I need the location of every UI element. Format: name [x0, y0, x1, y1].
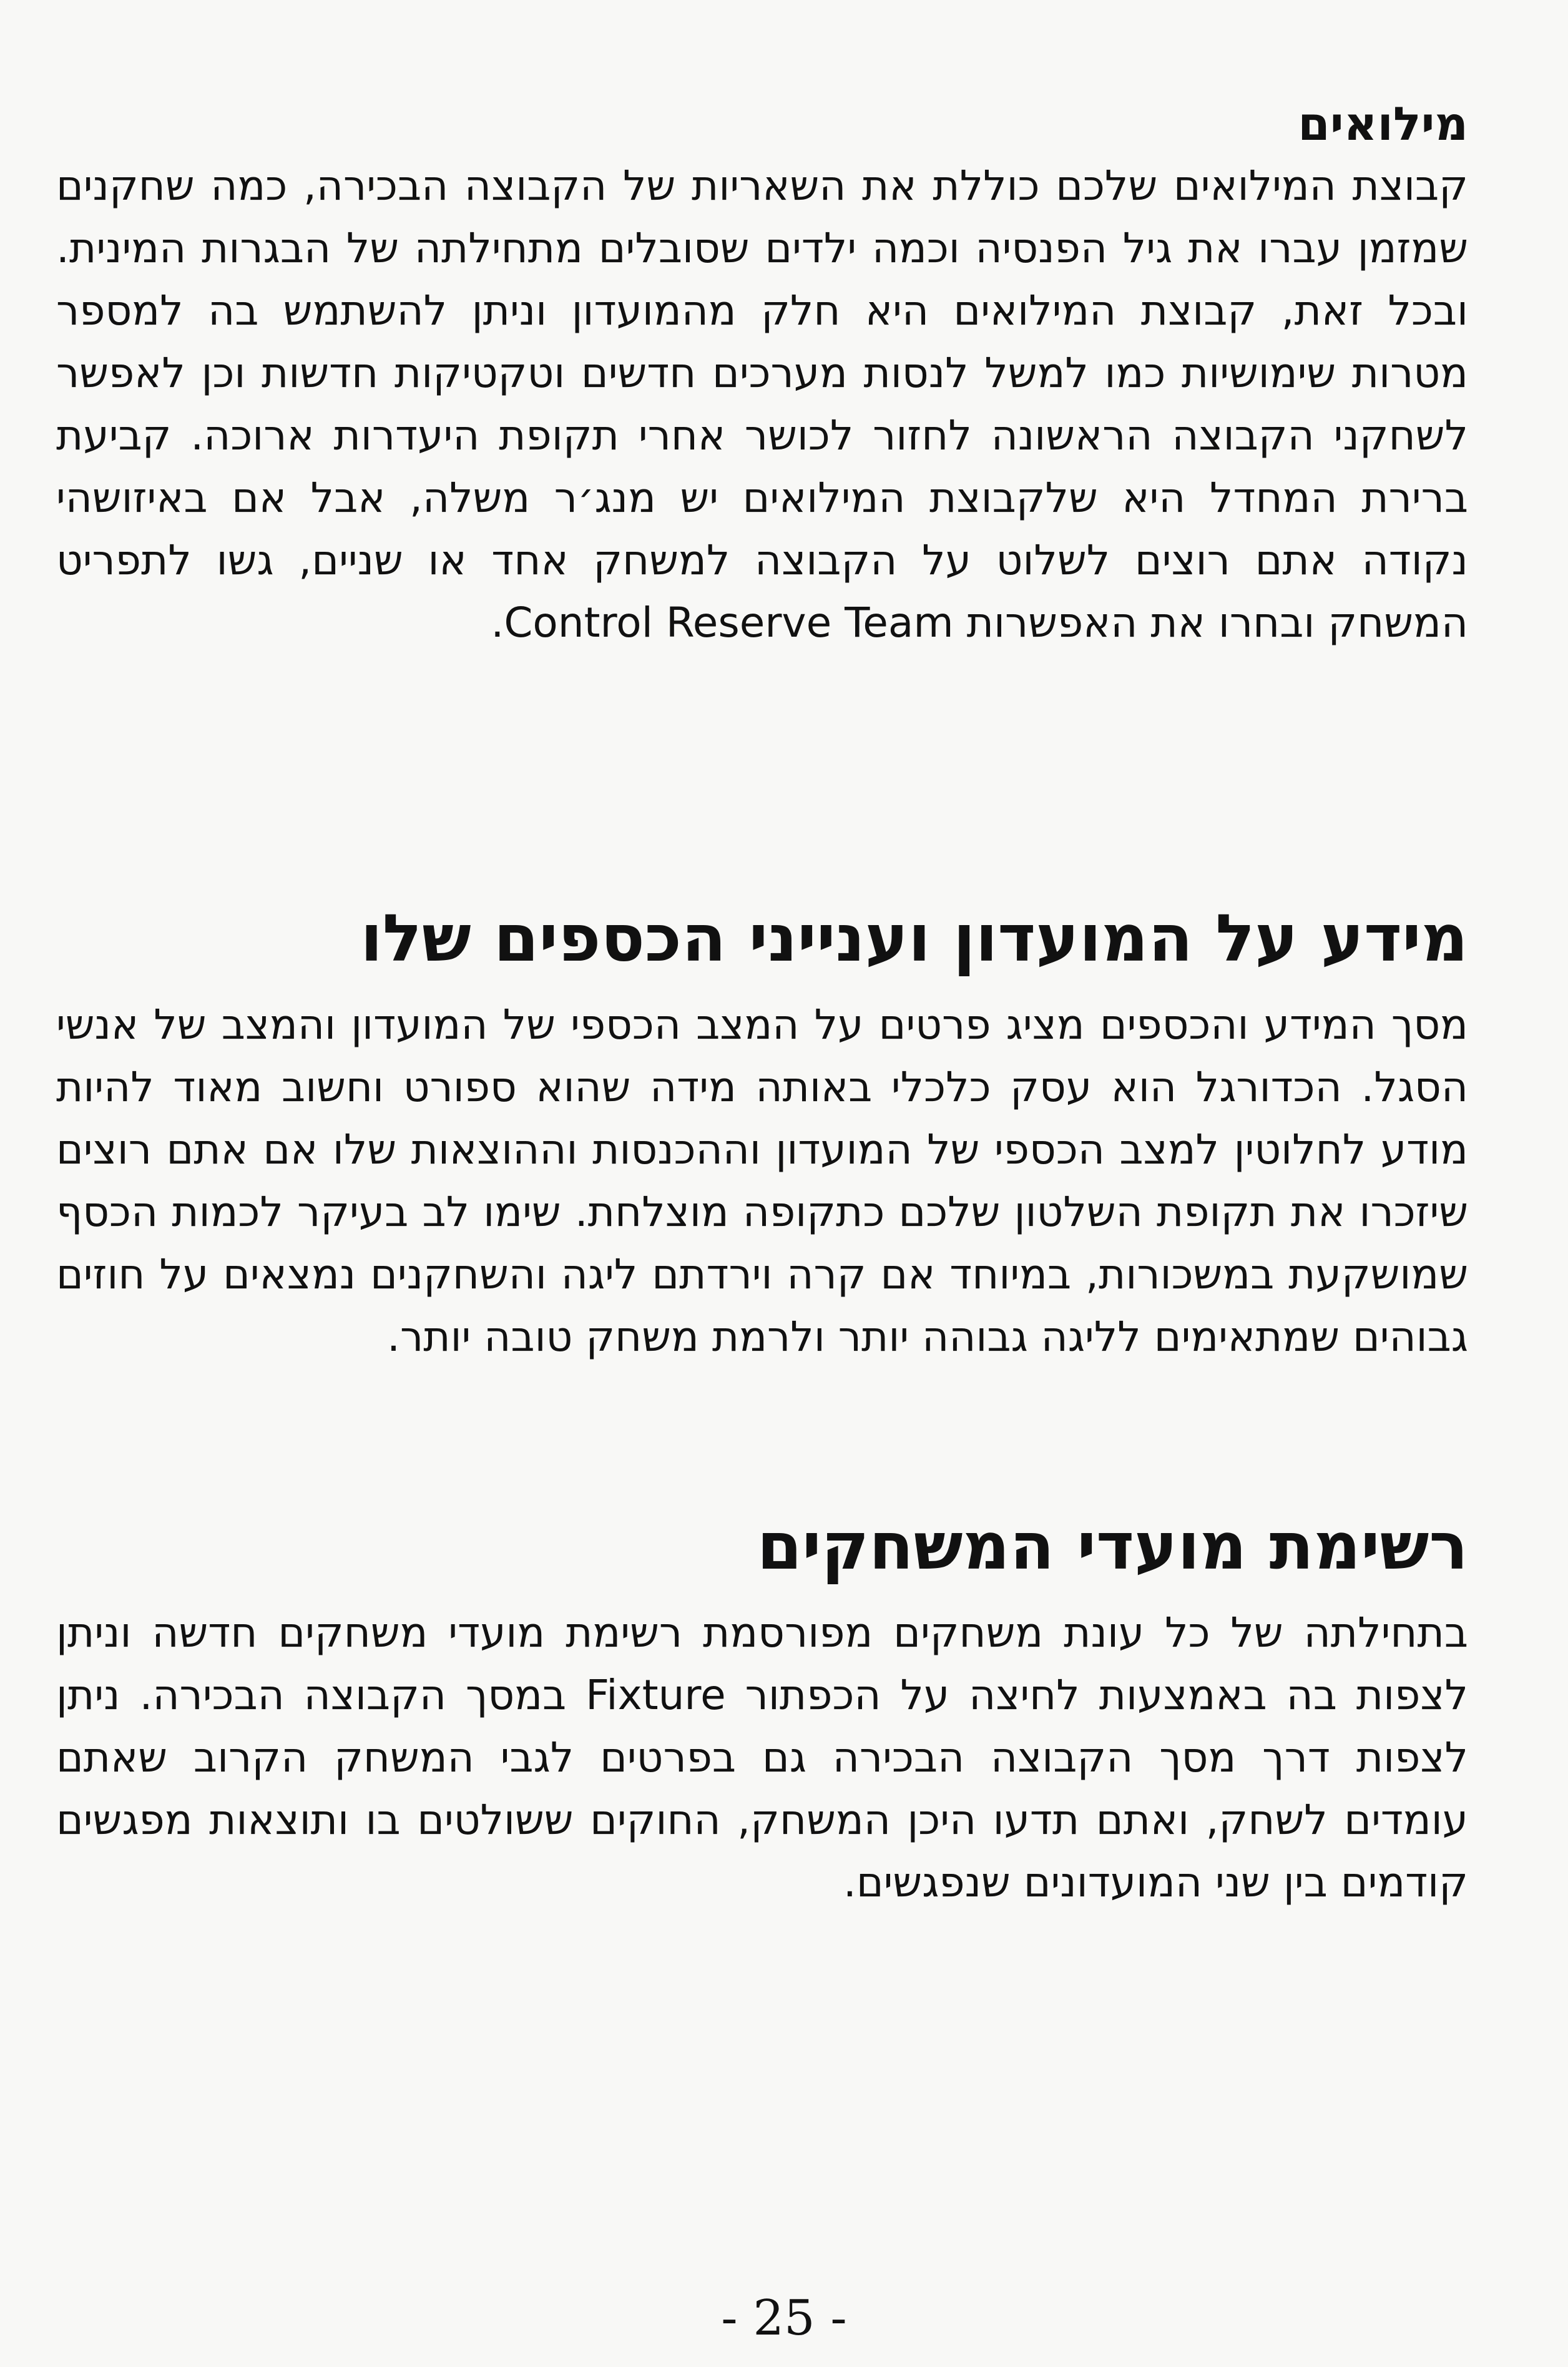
section-paragraph: קבוצת המילואים שלכם כוללת את השאריות של הקבוצה הבכירה, כמה שחקנים שמזמן עברו את גיל הפנסיה וכמה ילדים שסובלים מתחילתה של הבגרות המינית. ובכל זאת, קבוצת המילואים היא חלק מהמועדון וניתן להשתמש בה למספר מטרות שימושיות כמו למשל לנסות מערכים חדשים וטקטיקות חדשות וכן לאפשר לשחקני הקבוצה הראשונה לחזור לכושר אחרי תקופת היעדרות ארוכה. קביעת ברירת המחדל היא שלקבוצת המילואים יש מנג׳ר משלה, אבל אם באיזושהי נקודה אתם רוצים לשלוט על הקבוצה למשחק אחד או שניים, גשו לתפריט המשחק ובחרו את האפשרות Control Reserve Team. [56, 162, 1468, 647]
section-heading: מידע על המועדון וענייני הכספים שלו [360, 900, 1468, 976]
section-club-info-finances [56, 891, 1468, 1368]
section-spacer [56, 654, 1468, 891]
section-paragraph: מסך המידע והכספים מציג פרטים על המצב הכספי של המועדון והמצב של אנשי הסגל. הכדורגל הוא עסק כלכלי באותה מידה שהוא ספורט וחשוב מאוד להיות מודע לחלוטין למצב הכספי של המועדון וההכנסות וההוצאות שלו אם אתם רוצים שיזכרו את תקופת השלטון שלכם כתקופה מוצלחת. שימו לב בעיקר לכמות הכסף שמושקעת במשכורות, במיוחד אם קרה וירדתם ליגה והשחקנים נמצאים על חוזים גבוהים שמתאימים לליגה גבוהה יותר ולרמת משחק טובה יותר. [56, 1001, 1468, 1361]
section-heading: רשימת מועדי המשחקים [757, 1508, 1468, 1584]
section-fixtures [56, 1499, 1468, 1914]
section-heading: מילואים [1298, 97, 1468, 151]
section-paragraph: בתחילתה של כל עונת משחקים מפורסמת רשימת מועדי משחקים חדשה וניתן לצפות בה באמצעות לחיצה על הכפתור Fixture במסך הקבוצה הבכירה. ניתן לצפות דרך מסך הקבוצה הבכירה גם בפרטים לגבי המשחק הקרוב שאתם עומדים לשחק, ואתם תדעו היכן המשחק, החוקים ששולטים בו ותוצאות מפגשים קודמים בין שני המועדונים שנפגשים. [56, 1609, 1469, 1906]
section-spacer [56, 1368, 1468, 1499]
section-reserves [56, 94, 1468, 654]
page-number: - 25 - [721, 2290, 847, 2346]
